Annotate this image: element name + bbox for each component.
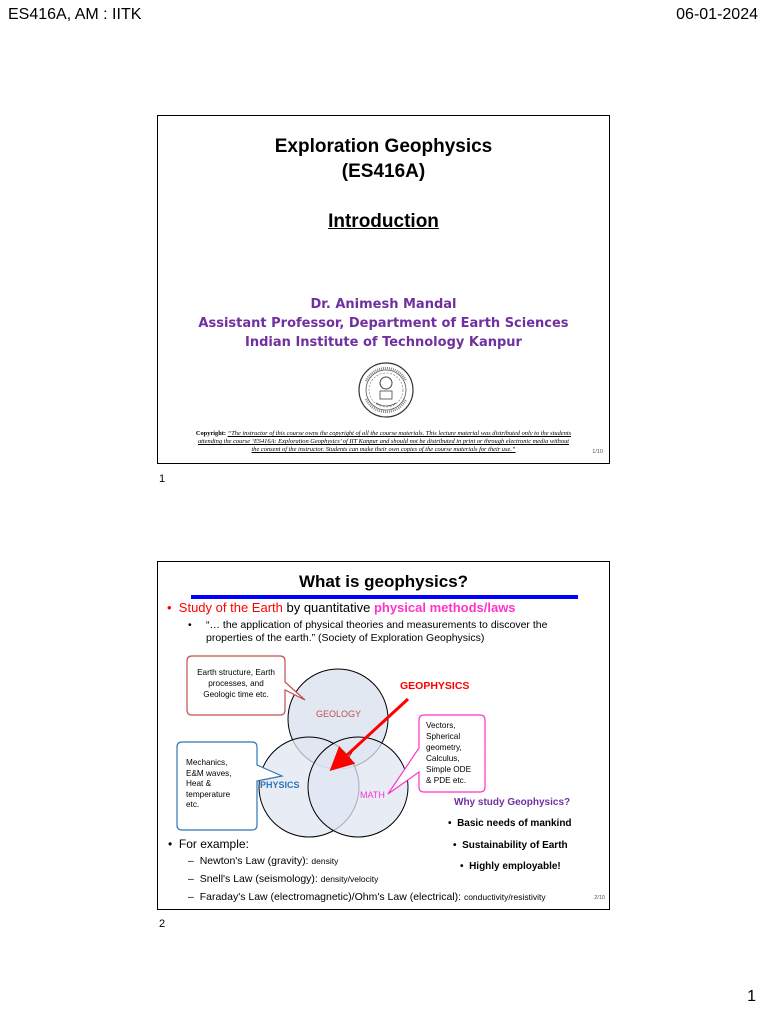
why-item: • Highly employable! [460, 861, 561, 872]
copyright-notice: Copyright: “The instructor of this course owns the copyright of all the course materials. This lecture material was distributed only to the students attending the course ‘ES416A: Exploration Geophysics’ of IIT Kanpur and should not be distributed in print or through electronic media without the consent of the instructor. Students can make their own copies of the course materials for their use.” [195, 430, 572, 453]
slide-page-tag: 1/10 [592, 449, 603, 455]
geology-callout-text: Earth structure, Earth processes, and Geologic time etc. [197, 668, 275, 699]
sub-bullet-dot: • [188, 619, 192, 631]
example-item: – Snell's Law (seismology): density/velocity [188, 873, 379, 885]
slide-number-1: 1 [159, 473, 166, 485]
example-item: – Faraday's Law (electromagnetic)/Ohm's Law (electrical): conductivity/resistivity [188, 891, 546, 903]
author-name: Dr. Animesh Mandal [310, 297, 457, 312]
label-geophysics: GEOPHYSICS [400, 680, 470, 692]
physics-callout-text: Mechanics, E&M waves, Heat & temperature etc. [186, 758, 232, 809]
example-item: – Newton's Law (gravity): density [188, 855, 339, 867]
why-item: • Basic needs of mankind [448, 818, 572, 829]
iit-kanpur-seal-icon [356, 361, 416, 419]
course-code: (ES416A) [341, 161, 426, 182]
slide-subtitle: Introduction [328, 211, 439, 232]
why-study-heading: Why study Geophysics? [454, 797, 571, 808]
slide-1 [157, 115, 610, 464]
slide-2 [157, 561, 610, 910]
copyright-label: Copyright: [195, 430, 227, 437]
slide-number-2: 2 [159, 918, 166, 930]
header-date: 06-01-2024 [676, 6, 758, 23]
label-geology: GEOLOGY [316, 709, 362, 719]
sub-bullet-quote: “… the application of physical theories and measurements to discover the properties of the earth.” (Society of Exploration Geophysics) [206, 619, 548, 644]
page-number: 1 [747, 988, 756, 1005]
label-physics: PHYSICS [260, 780, 300, 790]
slide-title: What is geophysics? [298, 572, 469, 591]
slide-title: Exploration Geophysics [274, 136, 493, 157]
author-institute: Indian Institute of Technology Kanpur [245, 335, 522, 350]
author-position: Assistant Professor, Department of Earth Sciences [198, 316, 569, 331]
why-item: • Sustainability of Earth [453, 840, 568, 851]
label-math: MATH [360, 790, 385, 800]
bullet-study: • Study of the Earth by quantitative physical methods/laws [167, 600, 516, 615]
math-callout-text: Vectors, Spherical geometry, Calculus, Simple ODE & PDE etc. [426, 721, 472, 785]
slide-page-tag: 2/10 [594, 895, 605, 901]
example-heading: • For example: [168, 837, 249, 851]
header-course: ES416A, AM : IITK [8, 6, 142, 23]
